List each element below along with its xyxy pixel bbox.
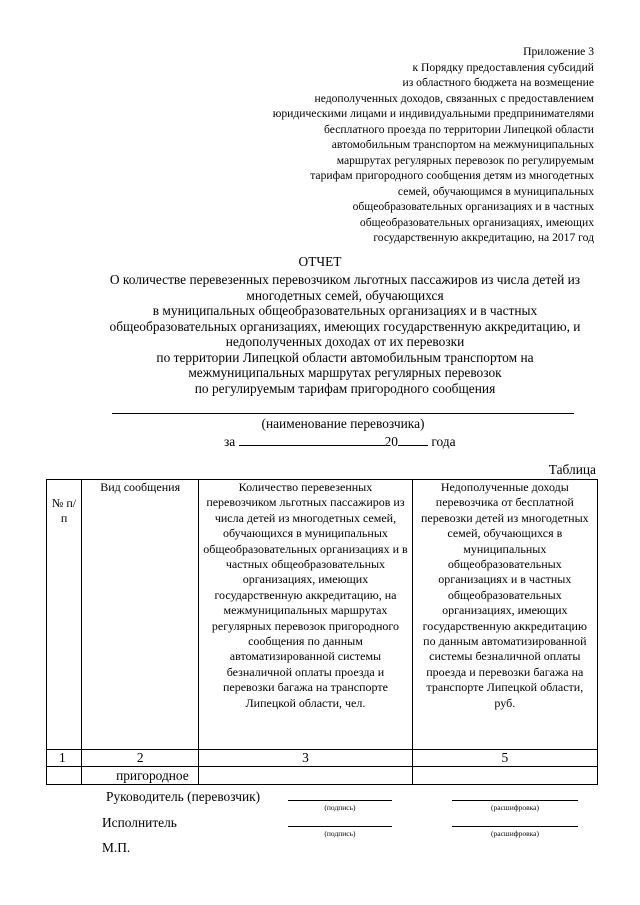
subject-line: по регулируемым тарифам пригородного сообщения [194, 380, 496, 396]
executor-signature-caption: (подпись) [324, 829, 356, 838]
appendix-line: недополученных доходов, связанных с предоставлением [314, 91, 594, 105]
executor-decode-caption: (расшифровка) [491, 829, 539, 838]
appendix-line: бесплатного проезда по территории Липецкой области [324, 122, 594, 136]
appendix-line: Приложение 3 [523, 45, 594, 58]
subject-line: недополученных доходах от их перевозки [225, 334, 465, 349]
appendix-line: общеобразовательных организациях, имеющих [359, 215, 594, 229]
cell-count[interactable] [199, 767, 412, 785]
report-period [224, 433, 456, 450]
cell-type: пригородное [82, 767, 199, 785]
subject-line: межмуниципальных маршрутах регулярных перевозок [188, 365, 502, 380]
period-prefix: за [224, 434, 236, 449]
head-decode-field[interactable] [452, 800, 578, 801]
executor-label: Исполнитель [102, 815, 177, 830]
report-title: ОТЧЕТ [298, 254, 342, 269]
subject-line: общеобразовательных организациях, имеющих государственную аккредитацию, и [109, 318, 581, 334]
appendix-line: из областного бюджета на возмещение [402, 76, 594, 89]
index-cell: 3 [199, 750, 412, 767]
index-cell: 5 [412, 750, 597, 767]
header-count: Количество перевезенных перевозчиком льготных пассажиров из числа детей из многодетных семей, обучающихся в муниципальных общеобразовательных организациях и в частных общеобразовательных организациях, имеющих государственную аккредитацию, на межмуниципальных маршрутах регулярных перевозок пригородного сообщения по данным автоматизированной системы безналичной оплаты проезда и перевозки багажа на транспорте Липецкой области, чел. [199, 480, 412, 750]
appendix-line: маршрутах регулярных перевозок по регулируемым [336, 153, 594, 167]
head-signature-caption: (подпись) [324, 803, 356, 812]
report-subject [80, 272, 610, 396]
executor-decode-field[interactable] [452, 826, 578, 827]
period-suffix: года [431, 434, 456, 449]
subject-line: О количестве перевезенных перевозчиком льготных пассажиров из числа детей из [109, 272, 581, 287]
carrier-name-field[interactable] [112, 413, 574, 414]
header-income: Недополученные доходы перевозчика от бесплатной перевозки детей из многодетных семей, обучающихся в муниципальных общеобразовательных организациях и в частных общеобразовательных организациях, имеющих государственную аккредитацию по данным автоматизированной системы безналичной оплаты проезда и перевозки багажа на транспорте Липецкой области, руб. [412, 480, 597, 750]
appendix-line: к Порядку предоставления субсидий [412, 60, 594, 74]
appendix-line: юридическими лицами и индивидуальными предпринимателями [272, 107, 594, 120]
report-table [46, 479, 598, 785]
header-type: Вид сообщения [82, 480, 199, 750]
period-year-field[interactable] [398, 433, 428, 446]
table-label: Таблица [548, 462, 596, 477]
period-blank-field[interactable] [239, 433, 385, 446]
head-label: Руководитель (перевозчик) [106, 789, 261, 804]
cell-num[interactable] [47, 767, 82, 785]
appendix-line: семей, обучающимся в муниципальных [397, 184, 594, 198]
subject-line: в муниципальных общеобразовательных организациях и в частных [152, 303, 538, 318]
cell-income[interactable] [412, 767, 597, 785]
carrier-name-caption: (наименование перевозчика) [261, 416, 425, 431]
head-signature-field[interactable] [288, 800, 392, 801]
stamp-label: М.П. [102, 840, 131, 855]
index-cell: 2 [82, 750, 199, 767]
subject-line: многодетных семей, обучающихся [246, 287, 444, 303]
index-cell: 1 [47, 750, 82, 767]
period-year-prefix: 20 [384, 434, 398, 449]
table-index-row [47, 750, 598, 767]
appendix-header [214, 44, 594, 246]
appendix-line: автомобильным транспортом на межмуниципальных [331, 138, 594, 151]
appendix-line: государственную аккредитацию, на 2017 год [373, 231, 594, 244]
header-num: № п/п [47, 480, 82, 750]
appendix-line: общеобразовательных организациях и в частных [352, 200, 594, 213]
table-row [47, 767, 598, 785]
executor-signature-field[interactable] [288, 826, 392, 827]
appendix-line: тарифам пригородного сообщения детям из многодетных [310, 169, 594, 182]
head-decode-caption: (расшифровка) [491, 803, 539, 812]
subject-line: по территории Липецкой области автомобильным транспортом на [156, 349, 534, 365]
table-header-row [47, 480, 598, 750]
